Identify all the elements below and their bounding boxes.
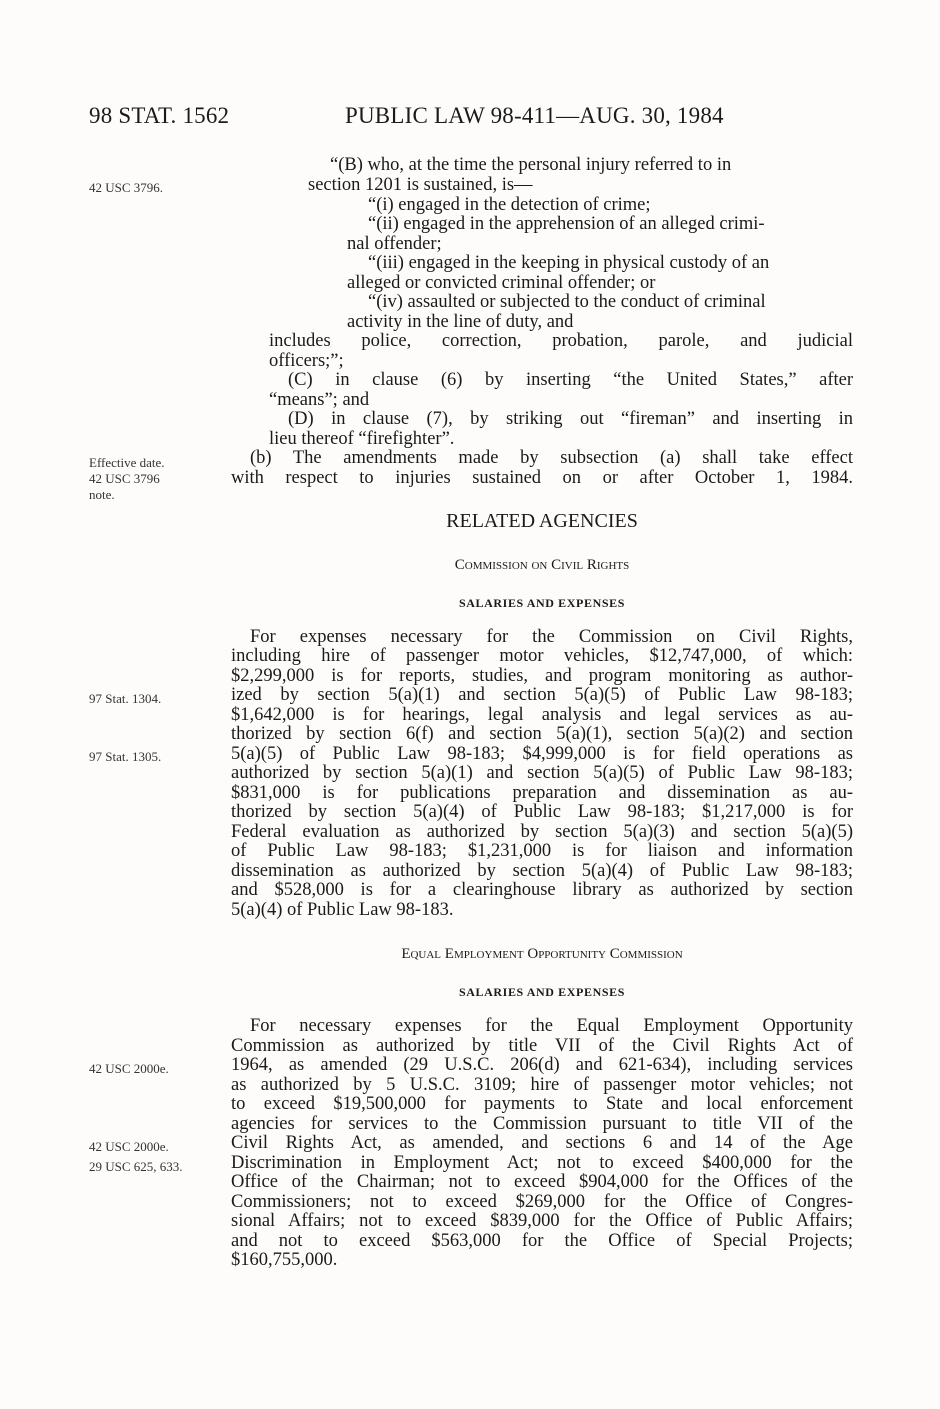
body-line: Discrimination in Employment Act; not to exceed $400,000 for the [231, 1153, 853, 1173]
body-line: dissemination as authorized by section 5(a)(4) of Public Law 98-183; [231, 861, 853, 881]
body-line: of Public Law 98-183; $1,231,000 is for liaison and information [231, 841, 853, 861]
amendment-line: with respect to injuries sustained on or after October 1, 1984. [231, 468, 853, 488]
amendment-line: alleged or convicted criminal offender; or [347, 273, 656, 293]
body-line: 1964, as amended (29 U.S.C. 206(d) and 621-634), including services [231, 1055, 853, 1075]
page-title: PUBLIC LAW 98-411—AUG. 30, 1984 [345, 103, 724, 128]
related-agencies-heading: RELATED AGENCIES [446, 510, 638, 532]
amendment-line: (b) The amendments made by subsection (a) shall take effect [250, 448, 853, 468]
margin-note: 42 USC 2000e. [89, 1061, 169, 1076]
body-line: as authorized by 5 U.S.C. 3109; hire of passenger motor vehicles; not [231, 1075, 853, 1095]
margin-note: 29 USC 625, 633. [89, 1159, 183, 1174]
section-subheading: SALARIES AND EXPENSES [459, 985, 625, 999]
page-reference: 98 STAT. 1562 [89, 103, 230, 128]
body-line: thorized by section 6(f) and section 5(a)(1), section 5(a)(2) and section [231, 724, 853, 744]
body-line: thorized by section 5(a)(4) of Public Law 98-183; $1,217,000 is for [231, 802, 853, 822]
body-line: to exceed $19,500,000 for payments to State and local enforcement [231, 1094, 853, 1114]
amendment-line: “(iii) engaged in the keeping in physical custody of an [368, 253, 770, 273]
body-line: $2,299,000 is for reports, studies, and program monitoring as author- [231, 666, 853, 686]
body-line: $160,755,000. [231, 1250, 338, 1270]
amendment-line: (D) in clause (7), by striking out “fireman” and inserting in [288, 409, 853, 429]
body-line: agencies for services to the Commission pursuant to title VII of the [231, 1114, 853, 1134]
amendment-line: “(iv) assaulted or subjected to the conduct of criminal [368, 292, 766, 312]
amendment-line: “(i) engaged in the detection of crime; [368, 195, 651, 215]
body-line: Office of the Chairman; not to exceed $904,000 for the Offices of the [231, 1172, 853, 1192]
section-subheading: SALARIES AND EXPENSES [459, 596, 625, 610]
amendment-line: officers;”; [269, 351, 344, 371]
body-line: Commission as authorized by title VII of the Civil Rights Act of [231, 1036, 853, 1056]
body-line: 5(a)(5) of Public Law 98-183; $4,999,000 is for field operations as [231, 744, 853, 764]
body-line: sional Affairs; not to exceed $839,000 for the Office of Public Affairs; [231, 1211, 853, 1231]
body-line: 5(a)(4) of Public Law 98-183. [231, 900, 454, 920]
margin-note: 97 Stat. 1305. [89, 749, 162, 764]
amendment-line: “means”; and [269, 390, 370, 410]
body-line: Commissioners; not to exceed $269,000 for the Office of Congres- [231, 1192, 853, 1212]
margin-note: 42 USC 3796. [89, 180, 164, 195]
body-line: $831,000 is for publications preparation and dissemination as au- [231, 783, 853, 803]
body-line: $1,642,000 is for hearings, legal analysis and legal services as au- [231, 705, 853, 725]
section-heading: Equal Employment Opportunity Commission [401, 946, 683, 962]
margin-note: 97 Stat. 1304. [89, 691, 162, 706]
amendment-line: section 1201 is sustained, is— [308, 175, 533, 195]
margin-note: note. [89, 487, 115, 502]
body-line: For necessary expenses for the Equal Employment Opportunity [250, 1016, 853, 1036]
margin-note: 42 USC 3796 [89, 471, 160, 486]
amendment-line: “(ii) engaged in the apprehension of an alleged crimi- [368, 214, 765, 234]
section-heading: Commission on Civil Rights [454, 557, 630, 573]
margin-note: 42 USC 2000e. [89, 1139, 169, 1154]
amendment-line: nal offender; [347, 234, 442, 254]
body-line: Civil Rights Act, as amended, and sections 6 and 14 of the Age [231, 1133, 853, 1153]
body-line: including hire of passenger motor vehicles, $12,747,000, of which: [231, 646, 853, 666]
amendment-line: activity in the line of duty, and [347, 312, 574, 332]
body-line: and not to exceed $563,000 for the Office of Special Projects; [231, 1231, 853, 1251]
body-line: For expenses necessary for the Commission on Civil Rights, [250, 627, 853, 647]
body-line: Federal evaluation as authorized by section 5(a)(3) and section 5(a)(5) [231, 822, 853, 842]
body-line: ized by section 5(a)(1) and section 5(a)(5) of Public Law 98-183; [231, 685, 853, 705]
body-line: authorized by section 5(a)(1) and section 5(a)(5) of Public Law 98-183; [231, 763, 853, 783]
amendment-line: (C) in clause (6) by inserting “the United States,” after [288, 370, 853, 390]
margin-note: Effective date. [89, 455, 165, 470]
amendment-line: “(B) who, at the time the personal injury referred to in [330, 155, 732, 175]
amendment-line: includes police, correction, probation, parole, and judicial [269, 331, 853, 351]
body-line: and $528,000 is for a clearinghouse library as authorized by section [231, 880, 853, 900]
amendment-line: lieu thereof “firefighter”. [269, 429, 455, 449]
